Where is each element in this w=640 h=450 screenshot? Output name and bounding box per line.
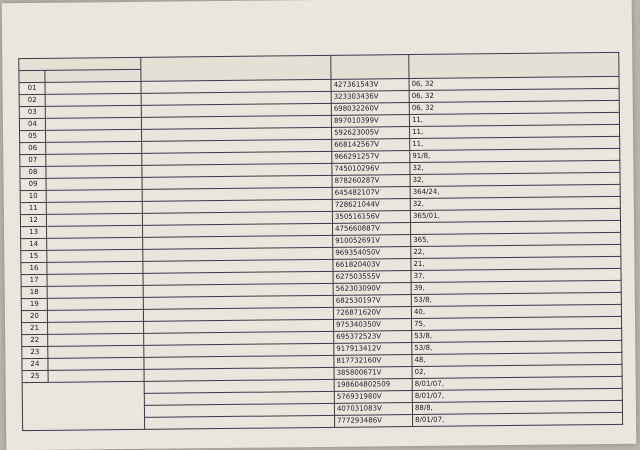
nic-number: 878260287V: [332, 175, 410, 188]
address: 39,: [411, 280, 621, 294]
row-number: 07: [20, 154, 46, 166]
section-name: [46, 189, 142, 202]
section-name: [47, 285, 143, 298]
document-subheading: [2, 17, 632, 24]
row-number: 02: [19, 94, 45, 106]
nic-number: 576931980V: [334, 391, 412, 404]
nic-number: 350516156V: [332, 211, 410, 224]
section-name: [47, 225, 143, 238]
row-number: 09: [20, 178, 46, 190]
nic-number: 661820403V: [333, 259, 411, 272]
nic-number: 198604802509: [334, 379, 412, 392]
address: 8/01/07,: [413, 412, 623, 426]
section-name: [48, 369, 144, 382]
address: 06, 32: [409, 76, 619, 90]
address: 91/8,: [410, 148, 620, 162]
nic-number: 627503555V: [333, 271, 411, 284]
section-name: [45, 117, 141, 130]
section-name: [47, 261, 143, 274]
row-number: 10: [20, 190, 46, 202]
row-number: 23: [22, 346, 48, 358]
nic-number: 698032260V: [331, 103, 409, 116]
address: 37,: [411, 268, 621, 282]
address: 06, 32: [409, 100, 619, 114]
row-number: 01: [19, 82, 45, 94]
row-number: 13: [21, 226, 47, 238]
address: 8/01/07,: [412, 388, 622, 402]
address: 22,: [411, 244, 621, 258]
section-name: [48, 345, 144, 358]
member-column-header: [141, 55, 331, 81]
address: 11,: [410, 136, 620, 150]
nic-number: 695372523V: [334, 331, 412, 344]
row-number: 18: [21, 286, 47, 298]
member-roll-body: [19, 76, 623, 430]
nic-number: 475660887V: [332, 223, 410, 236]
section-name: [47, 297, 143, 310]
section-name: [48, 333, 144, 346]
nic-number: 969354050V: [333, 247, 411, 260]
section-name: [45, 93, 141, 106]
row-number: 19: [21, 298, 47, 310]
address: 364/24,: [410, 184, 620, 198]
section-name: [46, 153, 142, 166]
row-number: 03: [19, 106, 45, 118]
address: 32,: [410, 172, 620, 186]
section-name: [46, 177, 142, 190]
address: 11,: [409, 112, 619, 126]
nic-number: 966291257V: [332, 151, 410, 164]
address: 53/8,: [412, 340, 622, 354]
address: 48,: [412, 352, 622, 366]
nic-number: 682530197V: [333, 295, 411, 308]
address: 06, 32: [409, 88, 619, 102]
nic-number: 917913412V: [334, 343, 412, 356]
row-number: 17: [21, 274, 47, 286]
section-name: [48, 321, 144, 334]
no-column-header: [19, 70, 45, 82]
address: 75,: [412, 316, 622, 330]
nic-number: 592623005V: [331, 127, 409, 140]
nic-number: 726871620V: [333, 307, 411, 320]
extra-section-label: [22, 381, 144, 430]
section-name: [46, 129, 142, 142]
name-column-header: [45, 69, 141, 82]
row-number: 16: [21, 262, 47, 274]
address-column-header: [409, 52, 619, 78]
row-number: 15: [21, 250, 47, 262]
document-heading: [2, 3, 632, 10]
section-name: [46, 201, 142, 214]
row-number: 24: [22, 358, 48, 370]
row-number: 06: [20, 142, 46, 154]
address: 53/8,: [411, 292, 621, 306]
member-roll-table: [18, 52, 623, 431]
row-number: 20: [21, 310, 47, 322]
row-number: 14: [21, 238, 47, 250]
nic-number: 645482107V: [332, 187, 410, 200]
address: 32,: [410, 160, 620, 174]
section-name: [47, 237, 143, 250]
address: 11,: [409, 124, 619, 138]
nic-number: 323303436V: [331, 91, 409, 104]
address: 32,: [410, 196, 620, 210]
nic-number: 897010399V: [331, 115, 409, 128]
row-number: 21: [22, 322, 48, 334]
row-number: 11: [20, 202, 46, 214]
section-name: [48, 357, 144, 370]
nic-column-header: [331, 55, 409, 80]
nic-number: 728621044V: [332, 199, 410, 212]
nic-number: 817732160V: [334, 355, 412, 368]
row-number: 22: [22, 334, 48, 346]
nic-number: 975340350V: [334, 319, 412, 332]
nic-number: 777293486V: [335, 415, 413, 428]
section-name: [46, 165, 142, 178]
section-name: [47, 273, 143, 286]
row-number: 05: [20, 130, 46, 142]
section-name: [47, 309, 143, 322]
nic-number: 910052691V: [333, 235, 411, 248]
section-name: [45, 81, 141, 94]
address: 365,: [411, 232, 621, 246]
nic-number: 745010296V: [332, 163, 410, 176]
row-number: 08: [20, 166, 46, 178]
section-name: [45, 105, 141, 118]
address: 365/01,: [410, 208, 620, 222]
nic-number: 427361543V: [331, 79, 409, 92]
section-name: [46, 213, 142, 226]
nic-number: 562303090V: [333, 283, 411, 296]
address: 40,: [411, 304, 621, 318]
address: 88/8,: [412, 400, 622, 414]
address: 02,: [412, 364, 622, 378]
address: 53/8,: [412, 328, 622, 342]
document-title: [2, 31, 632, 38]
nic-number: 668142567V: [332, 139, 410, 152]
section-name: [47, 249, 143, 262]
document-page: [2, 0, 637, 450]
address: 8/01/07,: [412, 376, 622, 390]
address: 21,: [411, 256, 621, 270]
row-number: 12: [20, 214, 46, 226]
row-number: 25: [22, 370, 48, 382]
nic-number: 385800671V: [334, 367, 412, 380]
section-name: [46, 141, 142, 154]
nic-number: 407031083V: [334, 403, 412, 416]
member-name: [145, 415, 335, 429]
row-number: 04: [19, 118, 45, 130]
